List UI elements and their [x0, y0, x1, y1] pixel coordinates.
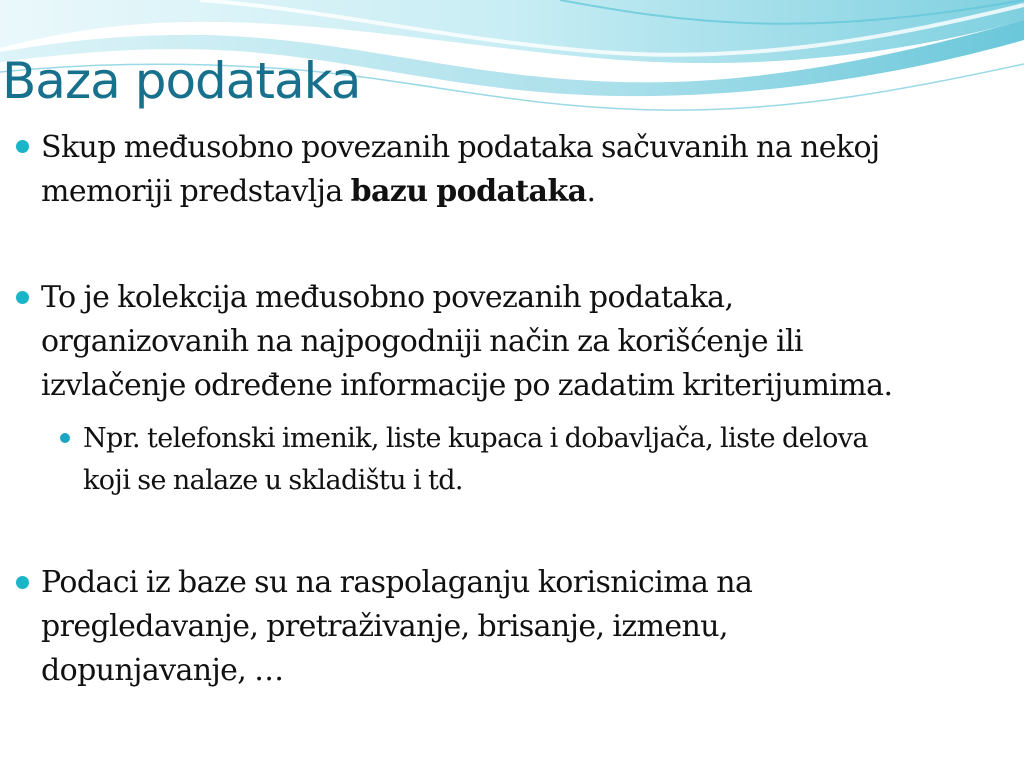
bullet-text-line: organizovanih na najpogodniji način za korišćenje ili	[41, 324, 803, 359]
bullet-item-3	[41, 561, 752, 693]
bullet-text-line: To je kolekcija međusobno povezanih podataka,	[41, 280, 734, 315]
bullet-text-line: Skup međusobno povezanih podataka sačuvanih na nekoj	[41, 130, 880, 165]
bold-term: bazu podataka	[350, 174, 587, 209]
bullet-text-line: dopunjavanje, …	[41, 653, 284, 688]
sub-bullet-text-line: Npr. telefonski imenik, liste kupaca i dobavljača, liste delova	[83, 423, 868, 454]
bullet-text-line	[41, 170, 880, 214]
sub-bullet-text-line: koji se nalaze u skladištu i td.	[83, 465, 463, 496]
bullet-text-line: pregledavanje, pretraživanje, brisanje, izmenu,	[41, 609, 728, 644]
bullet-item-2	[41, 276, 892, 408]
bullet-icon	[16, 291, 29, 304]
bullet-text-line: izvlačenje određene informacije po zadatim kriterijumima.	[41, 368, 893, 403]
bullet-text-line: Podaci iz baze su na raspolaganju korisnicima na	[41, 565, 753, 600]
bullet-text-segment: .	[586, 174, 596, 209]
sub-bullet-item	[83, 418, 868, 502]
bullet-icon	[16, 140, 29, 153]
slide-title: Baza podataka	[2, 52, 361, 110]
bullet-icon	[16, 576, 29, 589]
bullet-text-segment: memoriji predstavlja	[41, 174, 351, 209]
bullet-item-1	[41, 126, 880, 214]
sub-bullet-icon	[60, 433, 70, 443]
